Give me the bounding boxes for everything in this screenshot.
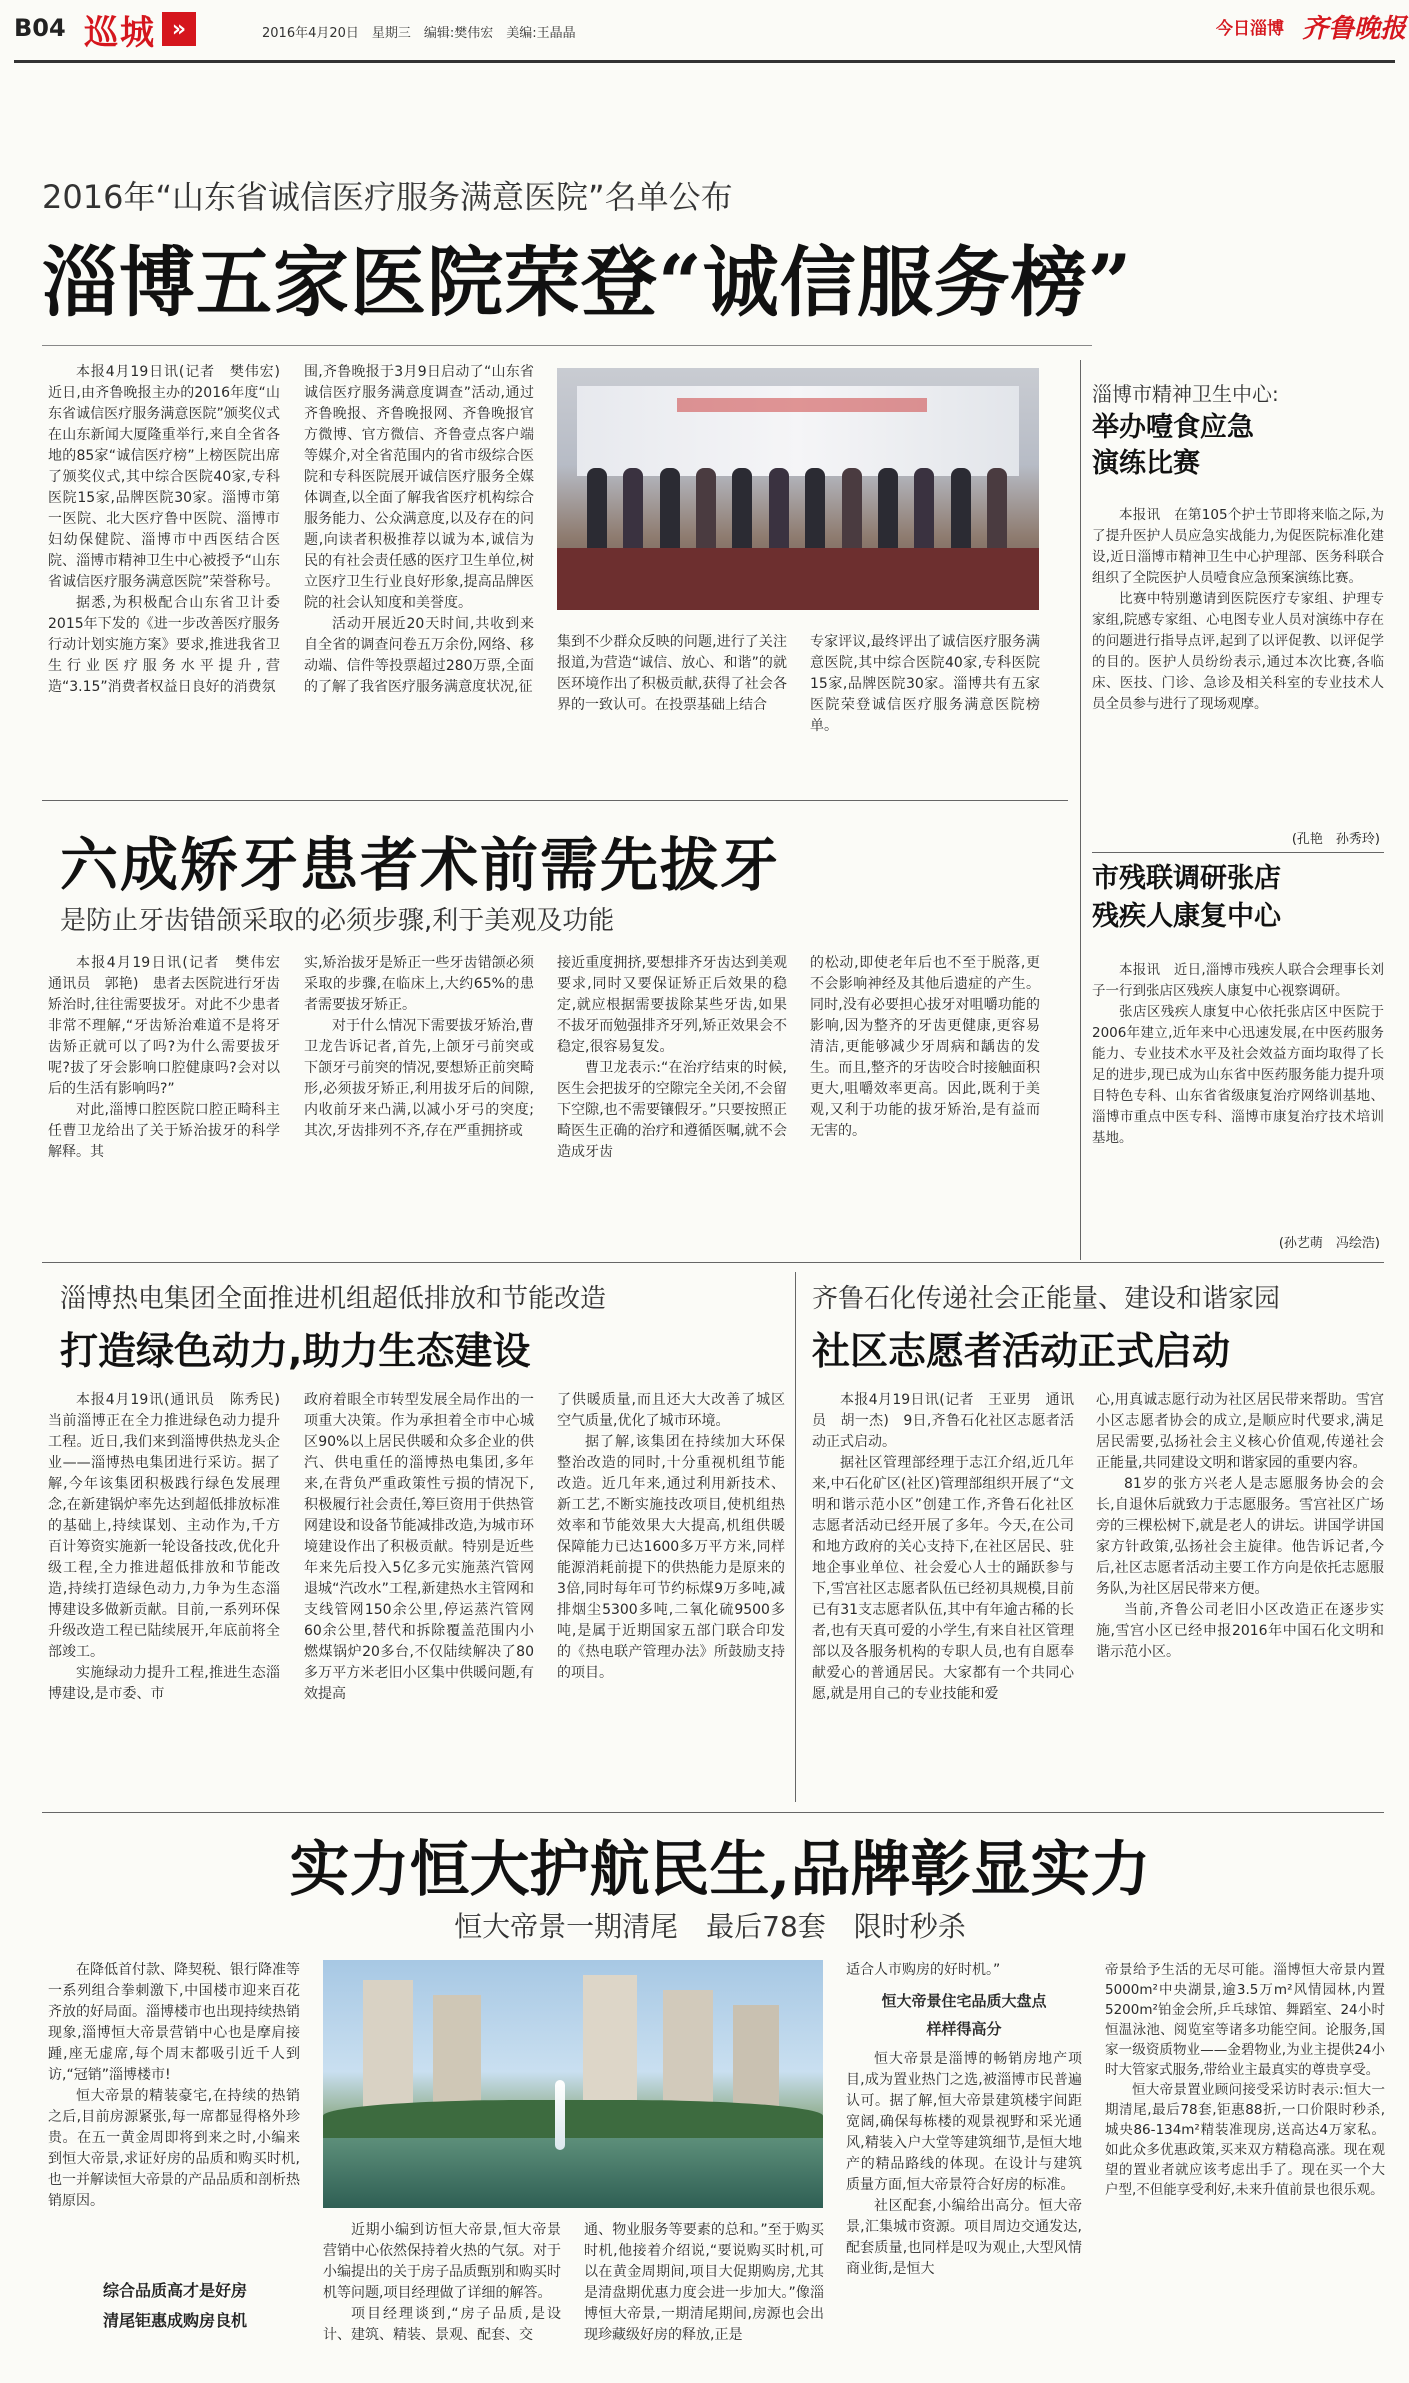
ad-subhead: 恒大帝景一期清尾 最后78套 限时秒杀 <box>454 1910 966 1943</box>
a2-col1-p1: 本报4月19日讯(记者 樊伟宏 通讯员 郭艳) 患者去医院进行牙齿矫治时,往往需要拔牙。对此不少患者非常不理解,“牙齿矫治难道不是将牙齿矫正就可以了吗?为什么需要拔牙呢?拔了牙会影响口腔健康吗?会对以后的生活有影响吗?” <box>48 955 294 1097</box>
a4-col1-p2: 据社区管理部经理于志江介绍,近几年来,中石化矿区(社区)管理部组织开展了“文明和谐示范小区”创建工作,齐鲁石化社区志愿者活动已经开展了多年。今天,在公司和地方政府的关心支持下,在社区居民、驻地企事业单位、社会爱心人士的踊跃参与下,雪宫社区志愿者队伍已经初具规模,目前已有31支志愿者队伍,其中有年逾古稀的长者,也有天真可爱的小学生,有来自社区管理部以及各服务机构的专职人员,也有自愿奉献爱心的普通居民。大家都有一个共同心愿,就是用自己的专业技能和爱 <box>812 1455 1074 1702</box>
ad-col5-p2: 恒大帝景置业顾问接受采访时表示:恒大一期清尾,最后78套,钜惠88折,一口价限时秒杀,城央86-134m²精装准现房,送高达4万家私。如此众多优惠政策,买来双方精稳高涨。现在观望的置业者就应该考虑出手了。现在买一个大户型,不但能享受利好,未来升值前景也很乐观。 <box>1105 2082 1385 2198</box>
ad-headline: 实力恒大护航民生,品牌彰显实力 <box>289 1835 1151 1905</box>
a1-col4 <box>810 632 1040 780</box>
a2-col2-p2: 对于什么情况下需要拔牙矫治,曹卫龙告诉记者,首先,上颌牙弓前突或下颌牙弓前突的情况,要想矫正前突畸形,必须拔牙矫正,利用拔牙后的间隙,内收前牙来凸满,以减小牙弓的突度;其次,牙齿排列不齐,存在严重拥挤或 <box>304 1018 534 1139</box>
a1-col1 <box>48 362 294 782</box>
a1-headline: 淄博五家医院荣登“诚信服务榜” <box>42 238 1133 327</box>
a3-headline: 打造绿色动力,助力生态建设 <box>60 1329 531 1373</box>
lake <box>323 2138 823 2208</box>
a1-col2-p2: 活动开展近20天时间,共收到来自全省的调查问卷五万余份,网络、移动端、信件等投票超过280万票,全面的了解了我省医疗服务满意度状况,征 <box>304 616 534 695</box>
a2-col1 <box>48 953 294 1253</box>
fountain <box>555 2080 565 2150</box>
side2-headline <box>1092 860 1384 944</box>
side2-p2: 张店区残疾人康复中心依托张店区中医院于2006年建立,近年来中心迅速发展,在中医药服务能力、专业技术水平及社会效益方面均取得了长足的进步,现已成为山东省中医药服务能力提升项目特色专科、山东省省级康复治疗网络训基地、淄博市重点中医专科、淄博市康复治疗技术培训基地。 <box>1092 1004 1384 1146</box>
issue-meta: 2016年4月20日 星期三 编辑:樊伟宏 美编:王晶晶 <box>262 26 576 41</box>
a2-subhead: 是防止牙齿错颌采取的必须步骤,利于美观及功能 <box>60 906 615 936</box>
a3-kicker: 淄博热电集团全面推进机组超低排放和节能改造 <box>60 1284 607 1314</box>
a2-top-rule <box>42 800 1068 801</box>
a2-col3-p2: 曹卫龙表示:“在治疗结束的时候,医生会把拔牙的空隙完全关闭,不会留下空隙,也不需要镶假牙。”只要按照正畸医生正确的治疗和遵循医嘱,就不会造成牙齿 <box>557 1060 787 1160</box>
masthead <box>0 0 1409 62</box>
tower-3 <box>583 1975 637 2110</box>
side2-byline: (孙艺萌 冯绘浩) <box>1278 1236 1380 1251</box>
side1-byline: (孔艳 孙秀玲) <box>1291 832 1380 847</box>
a4-col2-p2: 81岁的张方兴老人是志愿服务协会的会长,自退休后就致力于志愿服务。雪宫社区广场旁的三棵松树下,就是老人的讲坛。讲国学讲国家方针政策,弘扬社会主旋律。他告诉记者,今后,社区志愿者活动主要工作方向是依托志愿服务队,为社区居民带来方便。 <box>1096 1476 1384 1597</box>
a1-col2 <box>304 362 534 782</box>
ad-col3 <box>584 2220 824 2370</box>
ad-col4-head2: 样样得高分 <box>926 2020 1002 2038</box>
a2-col1-p2: 对此,淄博口腔医院口腔正畸科主任曹卫龙给出了关于矫治拔牙的科学解释。其 <box>48 1102 280 1160</box>
a4-col1 <box>812 1390 1074 1802</box>
a2-col4-p1: 的松动,即使老年后也不至于脱落,更不会影响神经及其他后遗症的产生。同时,没有必要担心拔牙对咀嚼功能的影响,因为整齐的牙齿更健康,更容易清洁,更能够减少牙周病和龋齿的发生。而且,整齐的牙齿咬合时接触面积更大,咀嚼效率更高。因此,既利于美观,又利于功能的拔牙矫治,是有益而无害的。 <box>810 955 1040 1139</box>
side1-body <box>1092 505 1384 827</box>
a3-a4-vrule <box>795 1272 796 1802</box>
stage-floor <box>557 548 1039 610</box>
a1-kicker: 2016年“山东省诚信医疗服务满意医院”名单公布 <box>42 178 733 216</box>
a3-col1 <box>48 1390 294 1802</box>
a2-col2 <box>304 953 534 1253</box>
treeline <box>323 2100 823 2140</box>
a2-col3 <box>557 953 787 1253</box>
side1-headline-line1: 举办噎食应急 <box>1092 412 1254 443</box>
ad-col1-heads <box>60 2276 290 2346</box>
a4-col2-p3: 当前,齐鲁公司老旧小区改造正在逐步实施,雪宫小区已经申报2016年中国石化文明和谐示范小区。 <box>1096 1602 1384 1660</box>
brand-small: 今日淄博 <box>1216 19 1284 39</box>
ad-col4-heads <box>846 1987 1082 2043</box>
ad-col4-p2: 社区配套,小编给出高分。恒大帝景,汇集城市资源。项目周边交通发达,配套质量,也同样是叹为观止,大型风情商业街,是恒大 <box>846 2198 1082 2277</box>
a1-col3 <box>557 632 787 780</box>
ad-col1-p1: 在降低首付款、降契税、银行降准等一系列组合拳刺激下,中国楼市迎来百花齐放的好局面。淄博楼市也出现持续热销现象,淄博恒大帝景营销中心也是摩肩接踵,座无虚席,每个周末都吸引近千人到访,“冠销”淄博楼市! <box>48 1962 300 2083</box>
backdrop-banner <box>677 398 927 412</box>
a1-col2-p1: 围,齐鲁晚报于3月9日启动了“山东省诚信医疗服务满意度调查”活动,通过齐鲁晚报、齐鲁晚报网、齐鲁晚报官方微博、官方微信、齐鲁壹点客户端等媒介,对全省范围内的省市级综合医院和专科医院展开诚信医疗服务全媒体调查,以全面了解我省医疗机构综合服务能力、公众满意度,以及存在的问题,向读者积极推荐以诚为本,诚信为民的有社会责任感的医疗卫生单位,树立医疗卫生行业良好形象,提高品牌医院的社会认知度和美誉度。 <box>304 364 534 611</box>
a2-col2-p1: 实,矫治拔牙是矫正一些牙齿错颌必须采取的步骤,在临床上,大约65%的患者需要拔牙矫正。 <box>304 955 534 1013</box>
a1-col1-p1: 本报4月19日讯(记者 樊伟宏) 近日,由齐鲁晚报主办的2016年度“山东省诚信医疗服务满意医院”颁奖仪式在山东新闻大厦隆重举行,来自全省各地的85家“诚信医疗榜”上榜医院出席了颁奖仪式,其中综合医院40家,专科医院15家,品牌医院30家。淄博市第一医院、北大医疗鲁中医院、淄博市妇幼保健院、淄博市中西医结合医院、淄博市精神卫生中心被授予“山东省诚信医疗服务满意医院”荣誉称号。 <box>48 364 294 590</box>
a2-headline: 六成矫牙患者术前需先拔牙 <box>60 831 781 899</box>
side2-p1: 本报讯 近日,淄博市残疾人联合会理事长刘子一行到张店区残疾人康复中心视察调研。 <box>1092 962 1384 999</box>
ad-col3-p1: 通、物业服务等要素的总和。”至于购买时机,他接着介绍说,“要说购买时机,可以在黄金周期间,项目大促期购房,尤其是清盘期优惠力度会进一步加大。”像淄博恒大帝景,一期清尾期间,房源也会出现珍藏级好房的释放,正是 <box>584 2222 824 2343</box>
side1-p2: 比赛中特别邀请到医院医疗专家组、护理专家组,院感专家组、心电图专业人员对演练中存在的问题进行指导点评,起到了以评促教、以评促学的目的。医护人员纷纷表示,通过本次比赛,各临床、医技、门诊、急诊及相关科室的专业技术人员全员参与进行了现场观摩。 <box>1092 591 1384 712</box>
side2-headline-line1: 市残联调研张店 <box>1092 863 1281 894</box>
a3-col1-p1: 本报4月19讯(通讯员 陈秀民) 当前淄博正在全力推进绿色动力提升工程。近日,我们来到淄博供热龙头企业——淄博热电集团进行采访。据了解,今年该集团积极践行绿色发展理念,在新建锅炉率先达到超低排放标准的基础上,持续谋划、主动作为,千方百计筹资实施新一轮设备技改,优化升级工程,全力推进超低排放和节能改造,持续打造绿色动力,力争为生态淄博建设多做新贡献。目前,一系列环保升级改造工程已陆续展开,年底前将全部竣工。 <box>48 1392 294 1660</box>
page-number: B04 <box>14 14 66 42</box>
a3-col1-p2: 实施绿动力提升工程,推进生态淄博建设,是市委、市 <box>48 1665 280 1702</box>
a2-col4 <box>810 953 1040 1253</box>
residence-lake-photo <box>323 1960 823 2208</box>
a2-col3-p1: 接近重度拥挤,要想排齐牙齿达到美观要求,同时又要保证矫正后效果的稳定,就应根据需要拔除某些牙齿,如果不拔牙而勉强排齐牙列,矫正效果会不稳定,很容易复发。 <box>557 955 787 1055</box>
a4-col2-p1: 心,用真诚志愿行动为社区居民带来帮助。雪宫小区志愿者协会的成立,是顺应时代要求,满足居民需要,弘扬社会主义核心价值观,传递社会正能量,共同建设文明和谐家园的重要内容。 <box>1096 1392 1384 1471</box>
a4-kicker: 齐鲁石化传递社会正能量、建设和谐家园 <box>812 1284 1281 1314</box>
a1-rule <box>42 345 1092 346</box>
side2-top-rule <box>1092 852 1384 853</box>
ad-col2 <box>323 2220 561 2370</box>
ad-col4-p1: 恒大帝景是淄博的畅销房地产项目,成为置业热门之选,被淄博市民普遍认可。据了解,恒大帝景建筑楼宇间距宽阔,确保每栋楼的观景视野和采光通风,精装入户大堂等建筑细节,是恒大地产的精品路线的体现。在设计与建筑质量方面,恒大帝景符合好房的标准。 <box>846 2051 1082 2193</box>
ad-col1-p2: 恒大帝景的精装豪宅,在持续的热销之后,目前房源紧张,每一席都显得格外珍贵。在五一黄金周即将到来之时,小编来到恒大帝景,求证好房的品质和购买时机,也一并解读恒大帝景的产品品质和剖析热销原因。 <box>48 2088 300 2209</box>
a4-headline: 社区志愿者活动正式启动 <box>812 1329 1231 1373</box>
ad-col4 <box>846 1960 1082 2370</box>
section-name: 巡城 <box>84 12 156 53</box>
side1-headline-line2: 演练比赛 <box>1092 448 1200 479</box>
tower-1 <box>363 1980 413 2110</box>
ad-col5-p1: 帝景给予生活的无尽可能。淄博恒大帝景内置5000m²中央湖景,逾3.5万m²风情园林,内置5200m²铂金会所,乒乓球馆、舞蹈室、24小时恒温泳池、阅览室等诸多功能空间。论服务,国家一级资质物业——金碧物业,为业主提供24小时大管家式服务,带给业主最真实的尊贵享受。 <box>1105 1962 1385 2078</box>
a3-col3-p2: 据了解,该集团在持续加大环保整治改造的同时,十分重视机组节能改造。近几年来,通过利用新技术、新工艺,不断实施技改项目,使机组热效率和节能效果大大提高,机组供暖保障能力已达1600多万平方米,同样能源消耗前提下的供热能力是原来的3倍,同时每年可节约标煤9万多吨,减排烟尘5300多吨,二氧化硫9500多吨,是属于近期国家五部门联合印发的《热电联产管理办法》所鼓励支持的项目。 <box>557 1434 785 1681</box>
mid-rule <box>42 1262 1384 1263</box>
side1-p1: 本报讯 在第105个护士节即将来临之际,为了提升医护人员应急实战能力,为促医院标准化建设,近日淄博市精神卫生中心护理部、医务科联合组织了全院医护人员噎食应急预案演练比赛。 <box>1092 507 1384 586</box>
a3-col2 <box>304 1390 534 1802</box>
a1-col1-p2: 据悉,为积极配合山东省卫计委2015年下发的《进一步改善医疗服务行动计划实施方案》要求,推进我省卫生行业医疗服务水平提升,营造“3.15”消费者权益日良好的消费氛 <box>48 595 280 695</box>
a3-col2-p1: 政府着眼全市转型发展全局作出的一项重大决策。作为承担着全市中心城区90%以上居民供暖和众多企业的供汽、供电重任的淄博热电集团,多年来,在背负严重政策性亏损的情况下,积极履行社会责任,筹巨资用于供热管网建设和设备节能减排改造,为城市环境建设作出了积极贡献。特别是近些年来先后投入5亿多元实施蒸汽管网退城“汽改水”工程,新建热水主管网和支线管网150余公里,停运蒸汽管网60余公里,替代和拆除覆盖范围内小燃煤锅炉20多台,不仅陆续解决了80多万平方米老旧小区集中供暖问题,有效提高 <box>304 1392 534 1702</box>
a3-col3 <box>557 1390 785 1802</box>
sidebar-vrule <box>1080 360 1081 1260</box>
ad-col5 <box>1105 1960 1385 2370</box>
a3-col3-p1: 了供暖质量,而且还大大改善了城区空气质量,优化了城市环境。 <box>557 1392 785 1429</box>
side2-body <box>1092 960 1384 1230</box>
tower-5 <box>733 2005 779 2110</box>
brand-logo: 齐鲁晚报 <box>1302 14 1407 44</box>
side1-kicker: 淄博市精神卫生中心: <box>1092 382 1279 406</box>
ad-col1 <box>48 1960 300 2270</box>
ad-top-rule <box>42 1812 1384 1813</box>
ad-col4-head1: 恒大帝景住宅品质大盘点 <box>881 1992 1047 2010</box>
side1-headline <box>1092 410 1382 486</box>
ad-col1-head1: 综合品质高才是好房 <box>102 2281 247 2300</box>
award-row <box>587 468 1007 548</box>
section-badge <box>84 10 196 53</box>
a1-col3-p1: 集到不少群众反映的问题,进行了关注报道,为营造“诚信、放心、和谐”的就医环境作出了积极贡献,获得了社会各界的一致认可。在投票基础上结合 <box>557 634 787 713</box>
a4-col2 <box>1096 1390 1384 1802</box>
tower-4 <box>663 1990 713 2110</box>
ad-col4-top: 适合人市购房的好时机。” <box>846 1962 1001 1978</box>
masthead-rule <box>14 60 1395 63</box>
ad-col1-head2: 清尾钜惠成购房良机 <box>102 2311 247 2330</box>
award-ceremony-photo <box>557 368 1039 610</box>
chevron-arrows-icon: » <box>162 12 196 46</box>
a4-col1-p1: 本报4月19日讯(记者 王亚男 通讯员 胡一杰) 9日,齐鲁石化社区志愿者活动正式启动。 <box>812 1392 1074 1450</box>
a1-col4-p1: 专家评议,最终评出了诚信医疗服务满意医院,其中综合医院40家,专科医院15家,品牌医院30家。淄博共有五家医院荣登诚信医疗服务满意医院榜单。 <box>810 634 1040 734</box>
ad-col2-p1: 近期小编到访恒大帝景,恒大帝景营销中心依然保持着火热的气氛。对于小编提出的关于房子品质甄别和购买时机等问题,项目经理做了详细的解答。 <box>323 2222 561 2301</box>
side2-headline-line2: 残疾人康复中心 <box>1092 901 1281 932</box>
ad-col2-p2: 项目经理谈到,“房子品质,是设计、建筑、精装、景观、配套、交 <box>323 2306 561 2343</box>
tower-2 <box>433 1995 481 2110</box>
